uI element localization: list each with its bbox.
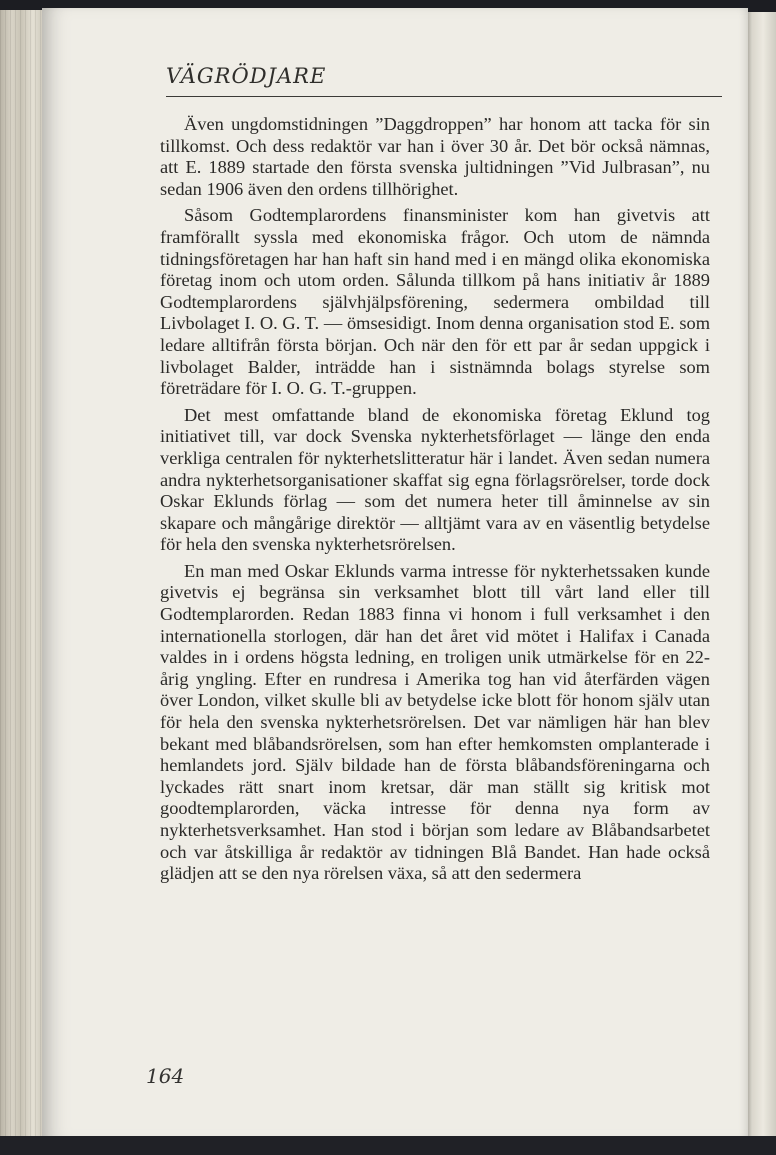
background-surface — [0, 1136, 776, 1155]
paragraph: Det mest omfattande bland de ekonomiska företag Eklund tog initiativet till, var dock Svenska nykterhetsförlaget — länge den enda verkliga centralen för nykterhetslitteratur här i landet. Även sedan numera andra nykterhetsorganisationer skaffat sig egna förlagsrörelser, torde dock Oskar Eklunds förlag — som det numera heter till åminnelse av sin skapare och mångårige direktör — alltjämt vara av en väsentlig betydelse för hela den svenska nykterhetsrörelsen. — [160, 404, 710, 555]
page-number: 164 — [146, 1064, 185, 1088]
paragraph: Såsom Godtemplarordens finansminister kom han givetvis att framförallt syssla med ekonomiska frågor. Och utom de nämnda tidningsföretagen har han haft sin hand med i en mängd olika ekonomiska företag inom och utom orden. Sålunda tillkom på hans initiativ år 1889 Godtemplarordens självhjälpsförening, sedermera ombildad till Livbolaget I. O. G. T. — ömsesidigt. Inom denna organisation stod E. som ledare alltifrån första början. Och när den för ett par år sedan uppgick i livbolaget Balder, inträdde han i sistnämnda bolags styrelse som företrädare för I. O. G. T.-gruppen. — [160, 205, 710, 399]
page-body — [160, 114, 710, 890]
running-header — [166, 62, 722, 97]
running-header-title: VÄGRÖDJARE — [166, 64, 327, 88]
paragraph: Även ungdomstidningen ”Daggdroppen” har honom att tacka för sin tillkomst. Och dess redaktör var han i över 30 år. Det bör också nämnas, att E. 1889 startade den första svenska jultidningen ”Vid Julbrasan”, nu sedan 1906 även den ordens tillhörighet. — [160, 114, 710, 199]
book-page-edge-right — [744, 12, 776, 1140]
paragraph: En man med Oskar Eklunds varma intresse för nykterhetssaken kunde givetvis ej begränsa sin verksamhet blott till vårt land eller till Godtemplarorden. Redan 1883 finna vi honom i full verksamhet i den internationella storlogen, där han det året vid mötet i Halifax i Canada valdes in i ordens högsta ledning, en troligen unik utmärkelse för en 22-årig yngling. Efter en rundresa i Amerika tog han vid återfärden vägen över London, vilket skulle bli av betydelse icke blott för honom själv utan för hela den svenska nykterhetsrörelsen. Det var nämligen här han blev bekant med blåbandsrörelsen, som han efter hemkomsten omplanterade i hemlandets jord. Själv bildade han de första blåbandsföreningarna och lyckades rätt snart inom kretsar, där man ställt sig kritisk mot goodtemplarorden, väcka intresse för denna nya form av nykterhetsverksamhet. Han stod i början som ledare av Blåbandsarbetet och var åtskilliga år redaktör av tidningen Blå Bandet. Han hade också glädjen att se den nya rörelsen växa, så att den sedermera — [160, 560, 710, 884]
